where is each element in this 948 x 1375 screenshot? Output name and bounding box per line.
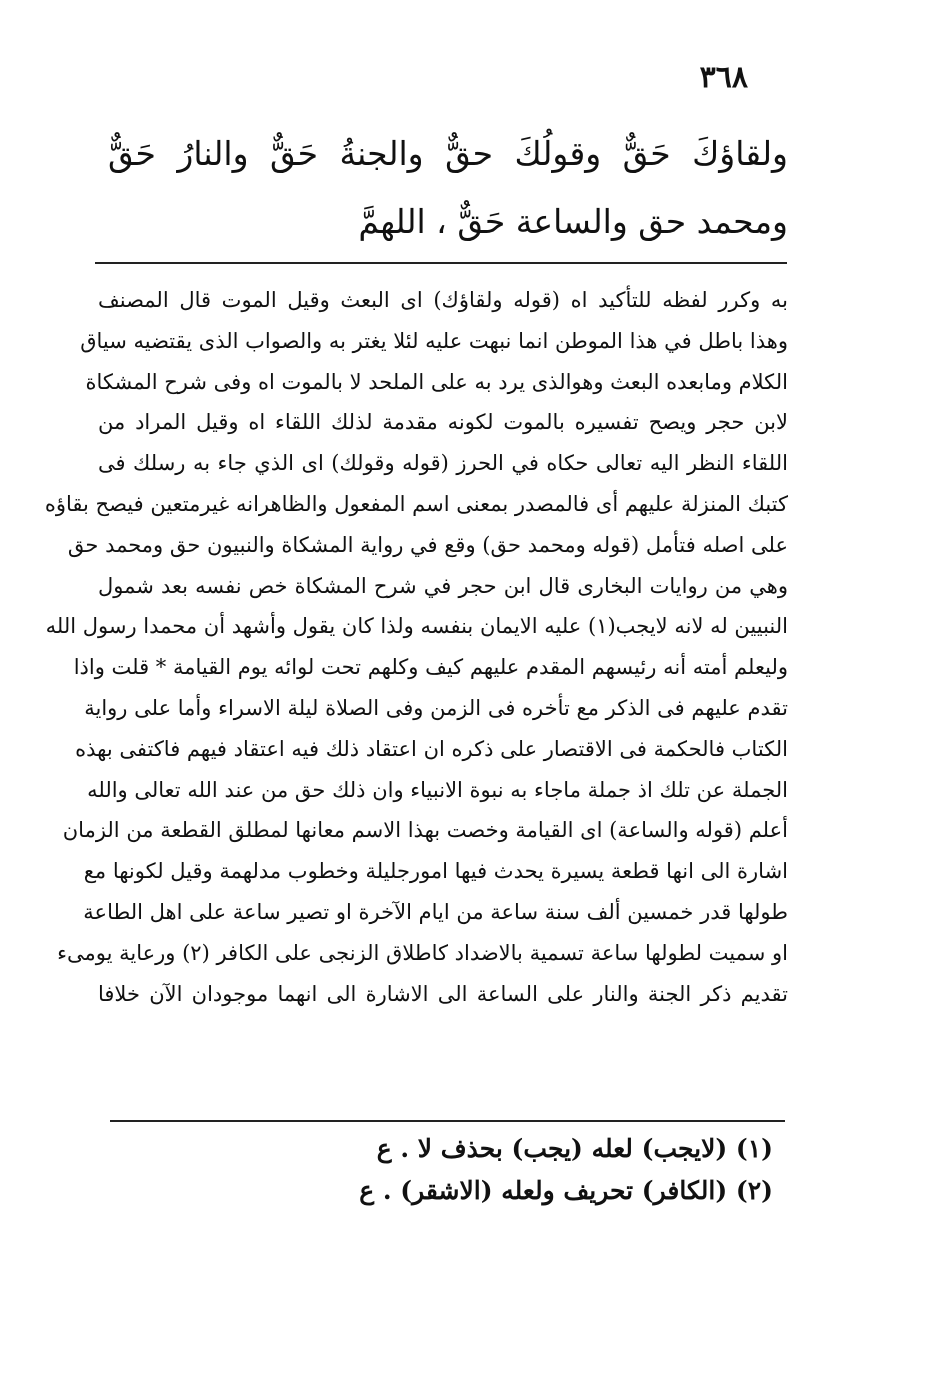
commentary-line: به وكرر لفظه للتأكيد اه (قوله ولقاؤك) اى البعث وقيل الموت قال المصنف — [98, 288, 788, 312]
commentary-line: النبيين له لانه لايجب(١) عليه الايمان بنفسه ولذا كان يقول وأشهد أن محمدا رسول الله — [45, 614, 788, 639]
footnote: (١) (لايجب) لعله (يجب) بحذف لا . ع — [376, 1134, 773, 1163]
commentary-line: او سميت لطولها ساعة تسمية بالاضداد كاطلاق الزنجى على الكافر (٢) ورعاية يومىء — [57, 940, 788, 965]
commentary-line: وليعلم أمته أنه رئيسهم المقدم عليهم كيف وكلهم تحت لوائه يوم القيامة * قلت واذا — [73, 655, 788, 680]
commentary-line: وهي من روايات البخارى قال ابن حجر في شرح المشكاة خص نفسه بعد شمول — [98, 573, 788, 598]
page-number: ٣٦٨ — [699, 60, 748, 95]
commentary-line: اللقاء النظر اليه تعالى حكاه في الحرز (قوله وقولك) اى الذي جاء به رسلك فى — [98, 451, 788, 476]
commentary-line: طولها قدر خمسين ألف سنة ساعة من ايام الآخرة او تصير ساعة على اهل الطاعة — [83, 899, 788, 924]
commentary-line: الكلام ومابعده البعث وهوالذى يرد به على الملحد لا بالموت اه وفى شرح المشكاة — [85, 369, 788, 394]
verse-text: ولقاؤكَ حَقٌّ وقولُكَ حقٌّ والجنةُ حَقٌّ والنارُ حَقٌّ ومحمد حق والساعة حَقٌّ ، اللهمَّ — [108, 134, 788, 241]
bottom-divider — [110, 1120, 785, 1122]
footnotes-block — [353, 1128, 773, 1212]
commentary-line: اشارة الى انها قطعة يسيرة يحدث فيها امورجليلة وخطوب مدلهمة وقيل لكونها مع — [83, 859, 788, 884]
commentary-line: لابن حجر ويصح تفسيره بالموت لكونه مقدمة لذلك اللقاء اه وقيل المراد من — [98, 410, 788, 435]
top-divider — [95, 262, 787, 264]
commentary-line: أعلم (قوله والساعة) اى القيامة وخصت بهذا الاسم معانها لمطلق القطعة من الزمان — [62, 818, 788, 843]
commentary-line: كتبك المنزلة عليهم أى فالمصدر بمعنى اسم المفعول والظاهرانه غيرمتعين فيصح بقاؤه — [44, 491, 788, 516]
footnote: (٢) (الكافر) تحريف ولعله (الاشقر) . ع — [359, 1176, 773, 1205]
commentary-line: على اصله فتأمل (قوله ومحمد حق) وقع في رواية المشكاة والنبيون حق ومحمد حق — [67, 532, 788, 557]
commentary-line: تقديم ذكر الجنة والنار على الساعة الى الاشارة الى انهما موجودان الآن خلافا — [98, 981, 788, 1006]
commentary-line: الكتاب فالحكمة فى الاقتصار على ذكره ان اعتقاد ذلك فيه اعتقاد فيهم فاكتفى بهذه — [75, 736, 788, 761]
commentary-block — [44, 280, 788, 1014]
commentary-line: تقدم عليهم فى الذكر مع تأخره فى الزمن وفى الصلاة ليلة الاسراء وأما على رواية — [84, 695, 788, 720]
commentary-line: الجملة عن تلك اذ جملة ماجاء به نبوة الانبياء وان ذلك حق من عند الله تعالى والله — [87, 777, 788, 802]
commentary-line: وهذا باطل في هذا الموطن انما نبهت عليه لئلا يغتر به والصواب الذى يقتضيه سياق — [80, 328, 788, 353]
